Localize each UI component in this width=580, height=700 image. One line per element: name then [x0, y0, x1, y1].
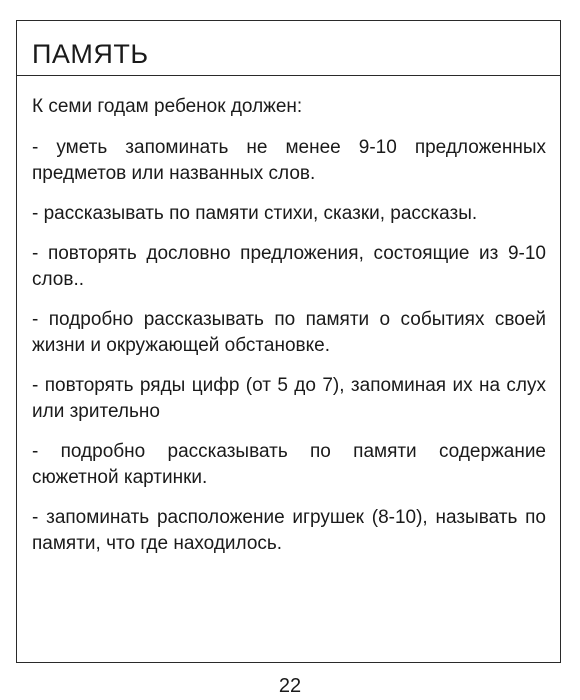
- page-number: 22: [278, 675, 302, 697]
- list-item: - уметь запоминать не менее 9-10 предложенных предметов или названных слов.: [32, 137, 546, 184]
- content-box: [16, 20, 561, 663]
- section-title: ПАМЯТЬ: [17, 21, 560, 76]
- list-item: - повторять дословно предложения, состоящие из 9-10 слов..: [32, 243, 546, 290]
- list-item: - подробно рассказывать по памяти содержание сюжетной картинки.: [32, 441, 546, 488]
- list-item: - подробно рассказывать по памяти о событиях своей жизни и окружающей обстановке.: [32, 309, 546, 356]
- intro-text: К семи годам ребенок должен:: [32, 96, 303, 117]
- list-item: - рассказывать по памяти стихи, сказки, рассказы.: [32, 203, 478, 224]
- section-body: [32, 93, 546, 571]
- list-item: - запоминать расположение игрушек (8-10), называть по памяти, что где находилось.: [32, 507, 546, 554]
- list-item: - повторять ряды цифр (от 5 до 7), запоминая их на слух или зрительно: [32, 375, 546, 422]
